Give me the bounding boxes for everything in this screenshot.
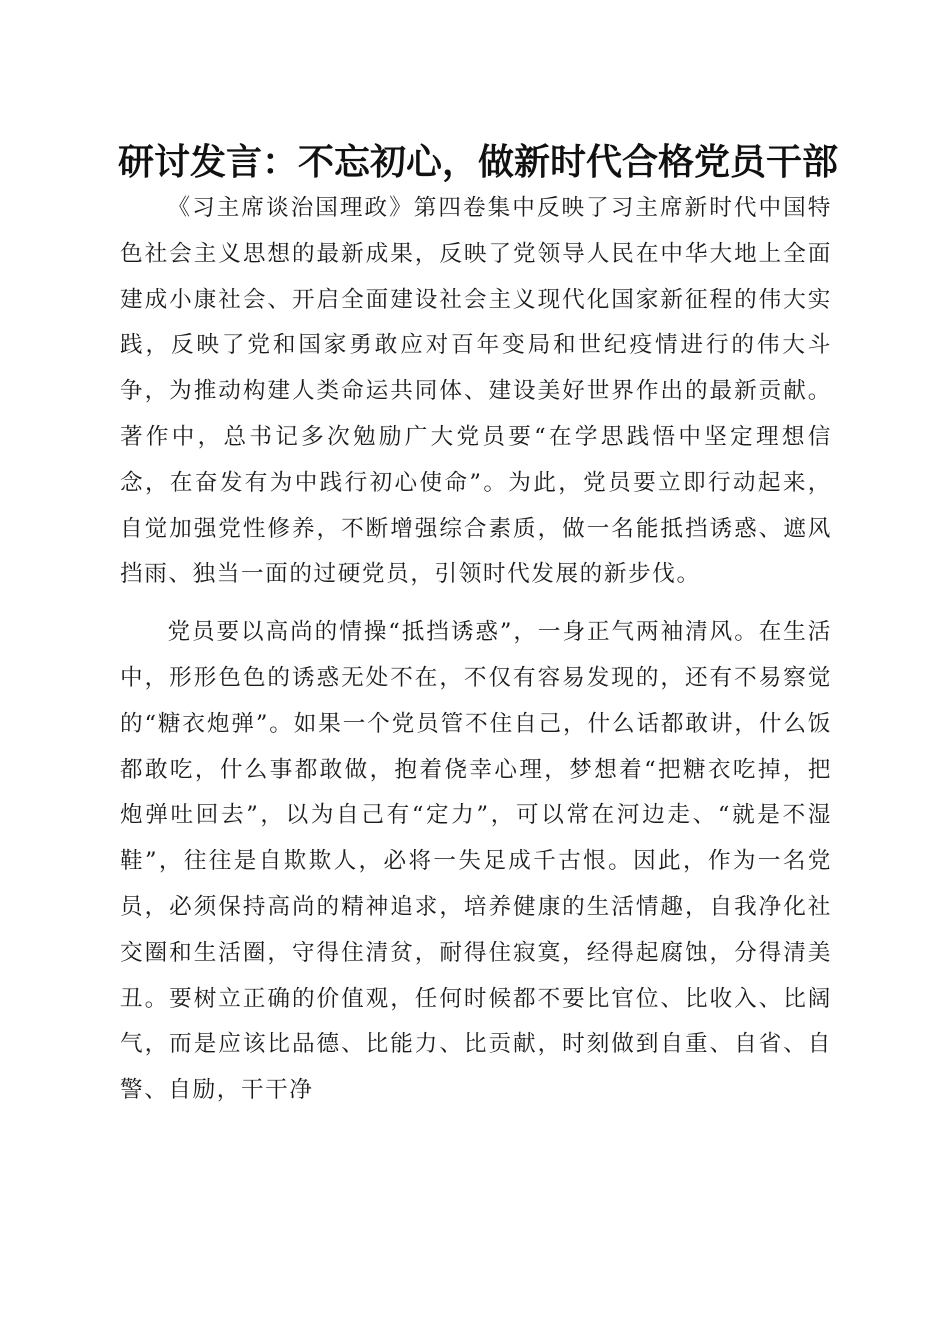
document-title: 研讨发言：不忘初心，做新时代合格党员干部 [118, 141, 839, 183]
paragraph-intro: 《习主席谈治国理政》第四卷集中反映了习主席新时代中国特色社会主义思想的最新成果，反映了党领导人民在中华大地上全面建成小康社会、开启全面建设社会主义现代化国家新征程的伟大实践，反映了党和国家勇敢应对百年变局和世纪疫情进行的伟大斗争，为推动构建人类命运共同体、建设美好世界作出的最新贡献。著作中，总书记多次勉励广大党员要“在学思践悟中坚定理想信念，在奋发有为中践行初心使命”。为此，党员要立即行动起来，自觉加强党性修养，不断增强综合素质，做一名能抵挡诱惑、遮风挡雨、独当一面的过硬党员，引领时代发展的新步伐。 [120, 195, 832, 588]
paragraph-resist-temptation: 党员要以高尚的情操“抵挡诱惑”，一身正气两袖清风。在生活中，形形色色的诱惑无处不在，不仅有容易发现的，还有不易察觉的“糖衣炮弹”。如果一个党员管不住自己，什么话都敢讲，什么饭都敢吃，什么事都敢做，抱着侥幸心理，梦想着“把糖衣吃掉，把炮弹吐回去”，以为自己有“定力”，可以常在河边走、“就是不湿鞋”，往往是自欺欺人，必将一失足成千古恨。因此，作为一名党员，必须保持高尚的精神追求，培养健康的生活情趣，自我净化社交圈和生活圈，守得住清贫，耐得住寂寞，经得起腐蚀，分得清美丑。要树立正确的价值观，任何时候都不要比官位、比收入、比阔气，而是应该比品德、比能力、比贡献，时刻做到自重、自省、自警、自励，干干净 [120, 619, 832, 1104]
document-body [120, 186, 832, 1126]
